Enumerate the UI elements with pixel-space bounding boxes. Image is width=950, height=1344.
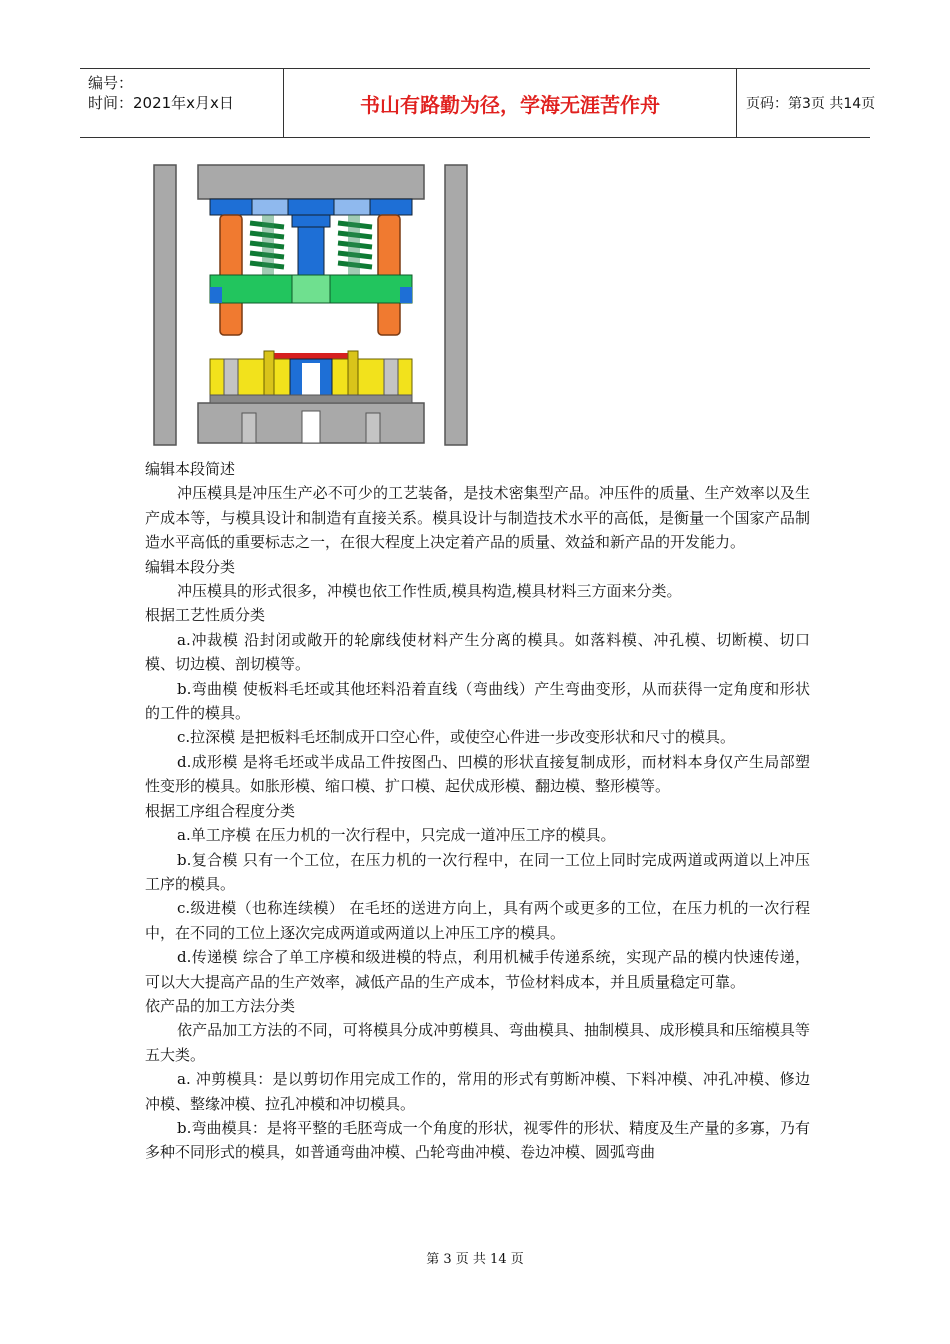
page-footer: 第 3 页 共 14 页 <box>426 1252 524 1267</box>
header-motto: 书山有路勤为径，学海无涯苦作舟 <box>284 69 737 137</box>
die-workpiece-strip <box>266 353 356 359</box>
section-heading: 依产品的加工方法分类 <box>145 996 296 1015</box>
body-paragraph: b.弯曲模 使板料毛坯或其他坯料沿着直线（弯曲线）产生弯曲变形，从而获得一定角度和形状的工件的模具。 <box>145 679 810 723</box>
body-paragraph: 冲压模具是冲压生产必不可少的工艺装备，是技术密集型产品。冲压件的质量、生产效率以及生产成本等，与模具设计和制造有直接关系。模具设计与制造技术水平的高低，是衡量一个国家产品制造水平高低的重要标志之一，在很大程度上决定着产品的质量、效益和新产品的开发能力。 <box>145 484 810 552</box>
die-upper-blue-plate <box>210 199 412 215</box>
document-body <box>145 457 810 1165</box>
section-heading: 根据工艺性质分类 <box>145 606 266 625</box>
section-heading: 编辑本段简述 <box>145 460 236 478</box>
stamping-die-illustration <box>152 163 469 450</box>
body-paragraph: a.单工序模 在压力机的一次行程中，只完成一道冲压工序的模具。 <box>177 826 616 845</box>
body-paragraph: 冲压模具的形式很多，冲模也依工作性质,模具构造,模具材料三方面来分类。 <box>177 582 682 601</box>
die-top-plate <box>198 165 424 199</box>
body-paragraph: c.级进模（也称连续模） 在毛坯的送进方向上，具有两个或更多的工位，在压力机的一次行程中，在不同的工位上逐次完成两道或两道以上冲压工序的模具。 <box>145 899 810 942</box>
header-page-label: 页码：第3页 共14页 <box>746 96 876 112</box>
die-diagram-svg <box>152 163 469 450</box>
section-heading: 根据工序组合程度分类 <box>145 801 296 820</box>
die-right-guide <box>445 165 467 445</box>
die-left-guide <box>154 165 176 445</box>
page-header <box>80 68 876 138</box>
body-paragraph: c.拉深模 是把板料毛坯制成开口空心件，或使空心件进一步改变形状和尺寸的模具。 <box>177 728 735 747</box>
header-info-cell <box>80 69 284 137</box>
body-paragraph: 依产品加工方法的不同，可将模具分成冲剪模具、弯曲模具、抽制模具、成形模具和压缩模具等五大类。 <box>145 1021 810 1064</box>
body-paragraph: b.弯曲模具：是将平整的毛胚弯成一个角度的形状，视零件的形状、精度及生产量的多寡，乃有多种不同形式的模具，如普通弯曲冲模、凸轮弯曲冲模、卷边冲模、圆弧弯曲 <box>145 1118 810 1162</box>
body-paragraph: a. 冲剪模具：是以剪切作用完成工作的，常用的形式有剪断冲模、下料冲模、冲孔冲模、修边冲模、整缘冲模、拉孔冲模和冲切模具。 <box>145 1070 810 1113</box>
body-paragraph: d.传递模 综合了单工序模和级进模的特点，利用机械手传递系统，实现产品的模内快速传递，可以大大提高产品的生产效率，减低产品的生产成本，节俭材料成本，并且质量稳定可靠。 <box>145 948 810 991</box>
section-heading: 编辑本段分类 <box>145 557 236 576</box>
body-paragraph: d.成形模 是将毛坯或半成品工件按图凸、凹模的形状直接复制成形，而材料本身仅产生局部塑性变形的模具。如胀形模、缩口模、扩口模、起伏成形模、翻边模、整形模等。 <box>145 752 810 796</box>
body-paragraph: b.复合模 只有一个工位，在压力机的一次行程中，在同一工位上同时完成两道或两道以上冲压工序的模具。 <box>145 850 810 893</box>
body-paragraph: a.冲裁模 沿封闭或敞开的轮廓线使材料产生分离的模具。如落料模、冲孔模、切断模、切口模、切边模、剖切模等。 <box>145 630 810 674</box>
header-time-label: 时间：2021年x月x日 <box>88 94 234 112</box>
header-number-label: 编号： <box>88 74 134 92</box>
